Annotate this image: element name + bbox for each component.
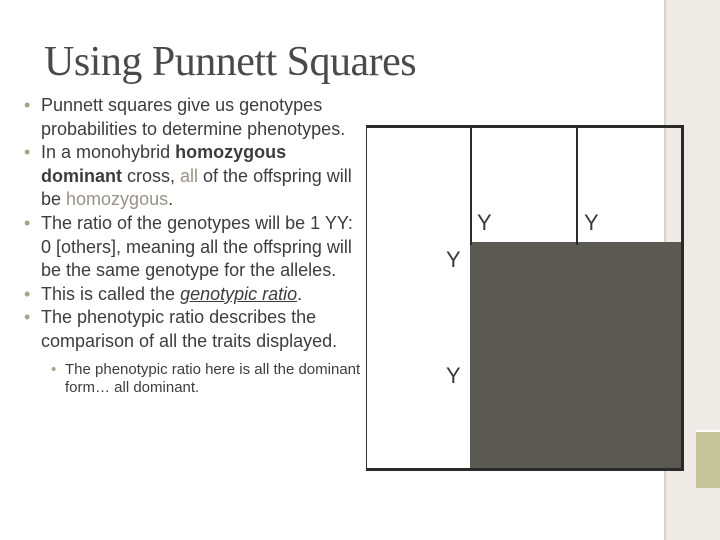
emphasis-genotypic-ratio: genotypic ratio — [180, 283, 298, 304]
punnett-grid-line — [366, 125, 684, 128]
bullet-text: . — [168, 189, 174, 210]
accent-block — [696, 432, 720, 488]
bullet-text: of the offspring will be — [41, 165, 352, 210]
punnett-grid-line — [681, 125, 684, 471]
punnett-grid-line — [366, 468, 684, 471]
bullet-list — [20, 94, 365, 398]
bullet-text: . — [297, 283, 303, 304]
bold-term-homozygous: homozygous — [175, 142, 287, 163]
bullet-item — [20, 141, 365, 212]
highlight-all: all — [180, 165, 199, 186]
top-allele-label: Y — [477, 210, 492, 235]
bullet-text: cross, — [122, 165, 181, 186]
punnett-grid-line — [576, 125, 578, 245]
bold-term-dominant: dominant — [41, 165, 122, 186]
bullet-item — [20, 94, 365, 141]
punnett-grid-line — [470, 125, 472, 245]
bullet-item — [20, 306, 365, 397]
highlight-homozygous: homozygous — [66, 189, 169, 210]
bullet-item — [20, 212, 365, 283]
bullet-text: This is called the — [41, 283, 181, 304]
slide-title: Using Punnett Squares — [44, 39, 417, 85]
bullet-text: In a monohybrid — [41, 142, 176, 163]
bullet-text: The phenotypic ratio describes the comparison of all the traits displayed. — [41, 307, 338, 351]
sub-bullet-list — [41, 361, 365, 398]
bullet-text: Punnett squares give us genotypes probabilities to determine phenotypes. — [41, 95, 346, 139]
sub-bullet-text: The phenotypic ratio here is all the dominant form… all dominant. — [65, 360, 361, 397]
punnett-offspring-area — [470, 242, 683, 470]
bullet-text: The ratio of the genotypes will be 1 YY: 0 [others], meaning all the offspring will be the same genotype for the alleles. — [41, 212, 353, 281]
side-allele-label: Y — [446, 363, 461, 388]
side-allele-label: Y — [446, 247, 461, 272]
bullet-item — [20, 283, 365, 307]
sub-bullet-item — [41, 361, 365, 398]
punnett-square — [366, 125, 684, 471]
top-allele-label: Y — [584, 210, 599, 235]
